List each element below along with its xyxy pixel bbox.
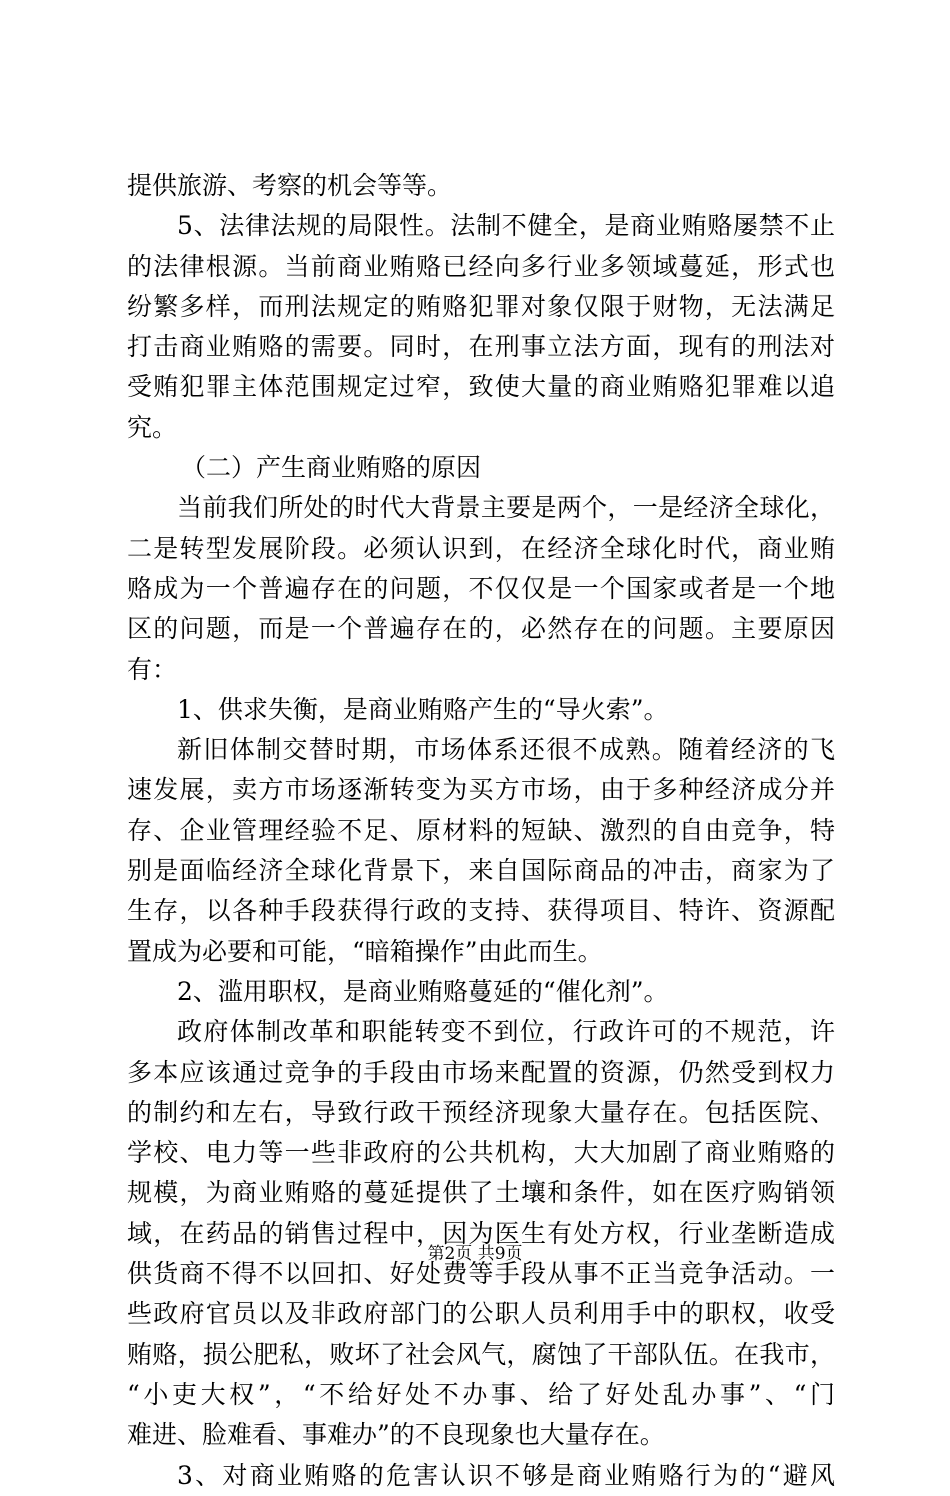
paragraph-line: 政府体制改革和职能转变不到位，行政许可的不规范，许 xyxy=(177,1017,835,1047)
paragraph-line: 有： xyxy=(127,654,178,684)
paragraph-line: 打击商业贿赂的需要。同时，在刑事立法方面，现有的刑法对 xyxy=(127,332,835,362)
paragraph-line: 难进、脸难看、事难办”的不良现象也大量存在。 xyxy=(127,1420,665,1450)
paragraph-line: 纷繁多样，而刑法规定的贿赂犯罪对象仅限于财物，无法满足 xyxy=(127,291,835,321)
paragraph-line: 存、企业管理经验不足、原材料的短缺、激烈的自由竞争，特 xyxy=(127,815,835,845)
paragraph-line: 生存，以各种手段获得行政的支持、获得项目、特许、资源配 xyxy=(127,896,835,926)
paragraph-line: 区的问题，而是一个普遍存在的，必然存在的问题。主要原因 xyxy=(127,614,835,644)
subheading-line: 2、滥用职权，是商业贿赂蔓延的“催化剂”。 xyxy=(177,976,669,1006)
paragraph-line: 二是转型发展阶段。必须认识到，在经济全球化时代，商业贿 xyxy=(127,533,835,563)
paragraph-line: 当前我们所处的时代大背景主要是两个，一是经济全球化， xyxy=(177,493,835,523)
paragraph-line: 究。 xyxy=(127,412,178,442)
paragraph-line: 5、法律法规的局限性。法制不健全，是商业贿赂屡禁不止 xyxy=(177,211,835,241)
subheading-line: 1、供求失衡，是商业贿赂产生的“导火索”。 xyxy=(177,694,669,724)
paragraph-line: “小吏大权”，“不给好处不办事、给了好处乱办事”、“门 xyxy=(127,1379,835,1409)
paragraph-line: 多本应该通过竞争的手段由市场来配置的资源，仍然受到权力 xyxy=(127,1057,835,1087)
paragraph-line: 置成为必要和可能，“暗箱操作”由此而生。 xyxy=(127,936,603,966)
paragraph-line: 新旧体制交替时期，市场体系还很不成熟。随着经济的飞 xyxy=(177,735,835,765)
paragraph-line: 的制约和左右，导致行政干预经济现象大量存在。包括医院、 xyxy=(127,1097,835,1127)
document-body xyxy=(127,166,835,1496)
paragraph-line: 贿赂，损公肥私，败坏了社会风气，腐蚀了干部队伍。在我市， xyxy=(127,1339,835,1369)
paragraph-line: 学校、电力等一些非政府的公共机构，大大加剧了商业贿赂的 xyxy=(127,1138,835,1168)
section-heading: （二）产生商业贿赂的原因 xyxy=(181,453,482,483)
page-footer: 第2页 共9页 xyxy=(427,1244,523,1264)
paragraph-line: 速发展，卖方市场逐渐转变为买方市场，由于多种经济成分并 xyxy=(127,775,835,805)
paragraph-line: 赂成为一个普遍存在的问题，不仅仅是一个国家或者是一个地 xyxy=(127,573,835,603)
paragraph-line: 受贿犯罪主体范围规定过窄，致使大量的商业贿赂犯罪难以追 xyxy=(127,372,835,402)
paragraph-line: 3、对商业贿赂的危害认识不够是商业贿赂行为的“避风 xyxy=(177,1460,835,1490)
paragraph-line: 规模，为商业贿赂的蔓延提供了土壤和条件，如在医疗购销领 xyxy=(127,1178,835,1208)
paragraph-line: 的法律根源。当前商业贿赂已经向多行业多领域蔓延，形式也 xyxy=(127,251,835,281)
paragraph-line: 别是面临经济全球化背景下，来自国际商品的冲击，商家为了 xyxy=(127,856,835,886)
paragraph-line: 域，在药品的销售过程中，因为医生有处方权，行业垄断造成 xyxy=(127,1218,835,1248)
paragraph-line: 提供旅游、考察的机会等等。 xyxy=(127,171,453,200)
paragraph-line: 些政府官员以及非政府部门的公职人员利用手中的职权，收受 xyxy=(127,1299,835,1329)
paragraph-line: 供货商不得不以回扣、好处费等手段从事不正当竞争活动。一 xyxy=(127,1259,835,1289)
